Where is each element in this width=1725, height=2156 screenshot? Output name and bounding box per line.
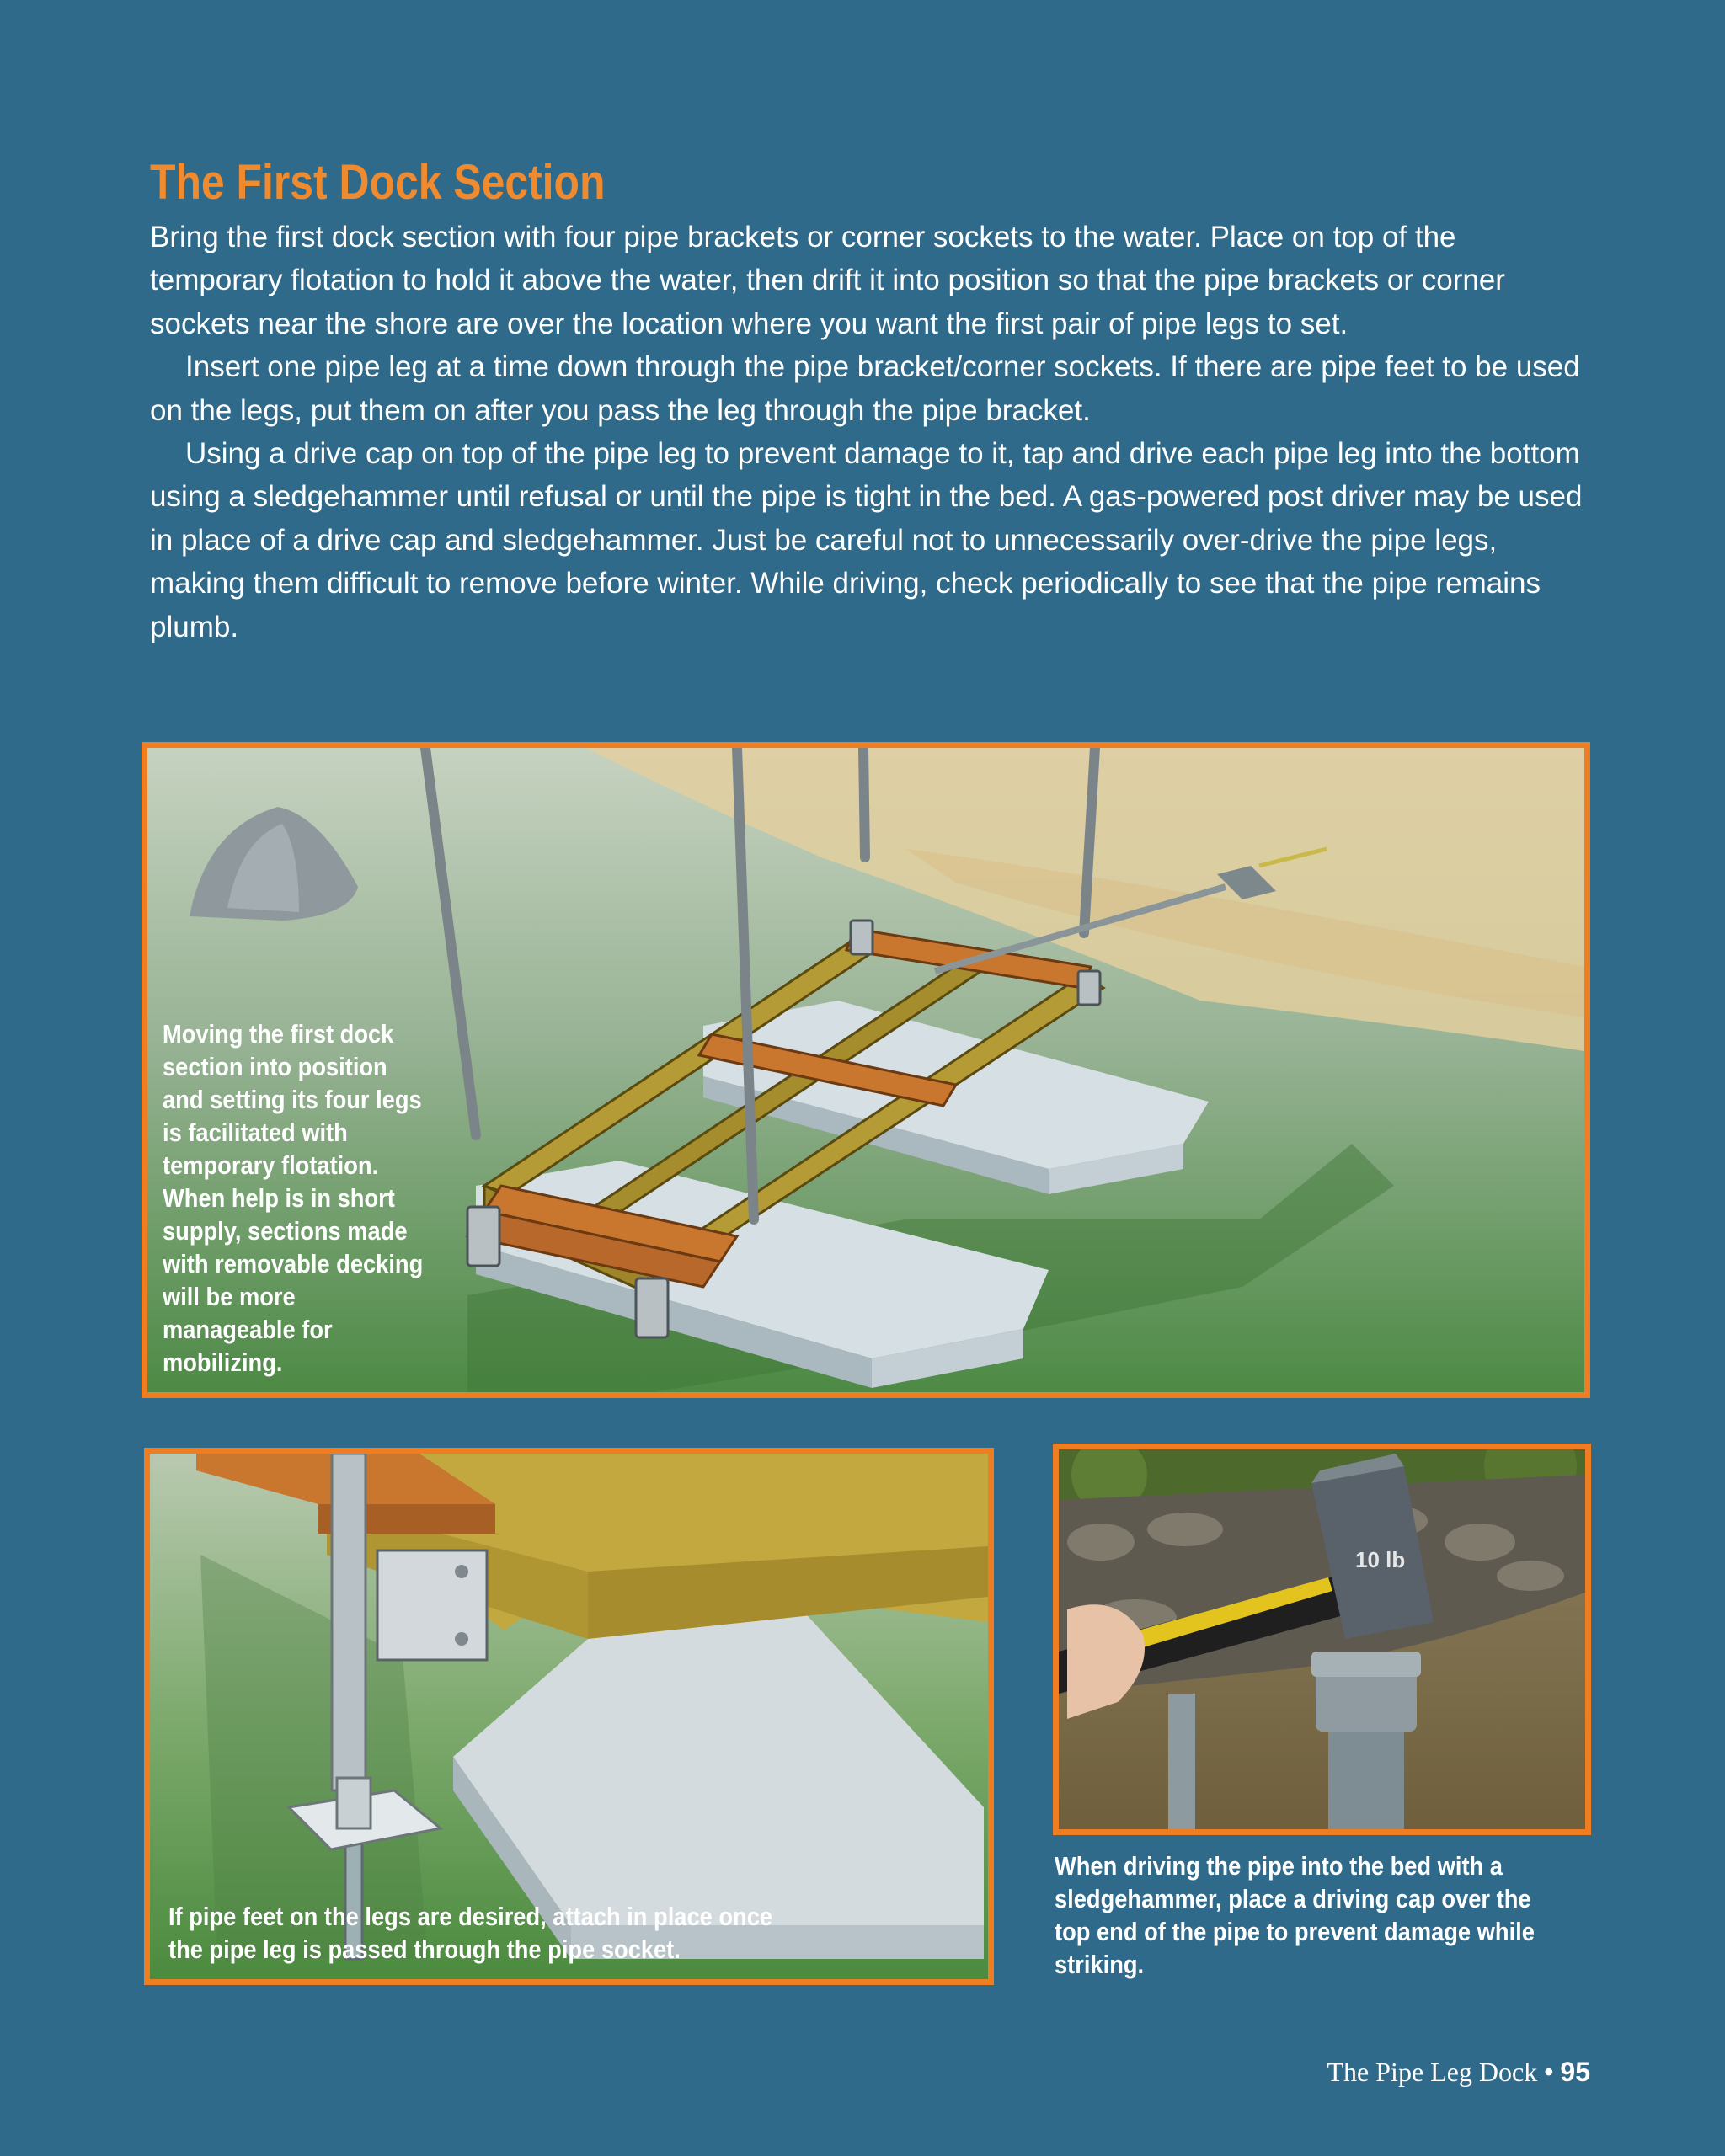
hammer-weight-label: 10 lb [1355, 1547, 1406, 1572]
page-number: 95 [1560, 2057, 1590, 2087]
paragraph: Insert one pipe leg at a time down through the pipe bracket/corner sockets. If there are pipe feet to be used on the legs, put them on after you pass the leg through the pipe bracket. [150, 350, 1580, 427]
sledgehammer-photo [1053, 1444, 1591, 1835]
figure-caption: Moving the first dock section into position and setting its four legs is facilitated with temporary flotation. When help is in short supply, sections made with removable decking will be more manageable for mobilizing. [163, 1019, 424, 1377]
footer-separator: • [1544, 2057, 1554, 2087]
figure-caption: If pipe feet on the legs are desired, attach in place once the pipe leg is passed through the pipe socket. [168, 1902, 773, 1964]
paragraph: Bring the first dock section with four pipe brackets or corner sockets to the water. Place on top of the temporary flotation to hold it above the water, then drift it into position so that the pipe brackets or corner sockets near the shore are over the location where you want the first pair of pipe legs to set. [150, 221, 1505, 340]
running-head: The Pipe Leg Dock [1327, 2057, 1538, 2087]
body-text [150, 216, 1592, 648]
paragraph: Using a drive cap on top of the pipe leg to prevent damage to it, tap and drive each pipe leg into the bottom using a sledgehammer until refusal or until the pipe is tight in the bed. A gas-powered post driver may be used in place of a drive cap and sledgehammer. Just be careful not to unnecessarily over-drive the pipe legs, making them difficult to remove before winter. While driving, check periodically to see that the pipe remains plumb. [150, 437, 1583, 643]
page-footer [1327, 2057, 1591, 2088]
figure-caption: When driving the pipe into the bed with a sledgehammer, place a driving cap over the top end of the pipe to prevent damage while striking. [1055, 1851, 1535, 1979]
page-title: The First Dock Section [150, 155, 606, 210]
